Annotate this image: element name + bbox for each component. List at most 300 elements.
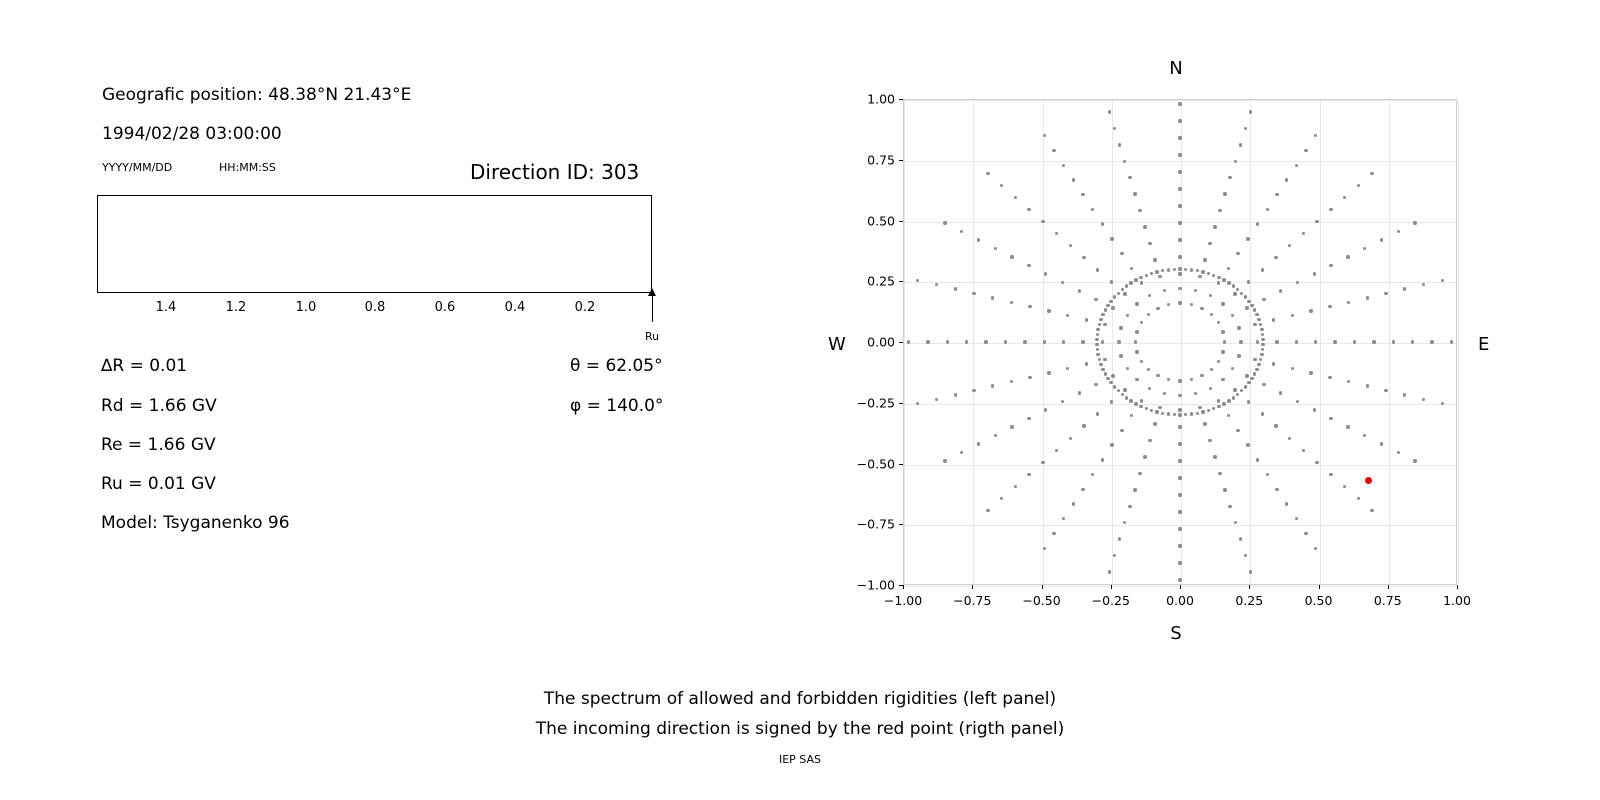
direction-dot	[1203, 258, 1206, 261]
direction-dot	[954, 287, 957, 290]
direction-dot	[1285, 502, 1288, 505]
gridline-vertical	[1458, 100, 1459, 584]
direction-dot	[1253, 372, 1256, 375]
direction-dot	[1239, 143, 1242, 146]
direction-dot	[1178, 408, 1181, 411]
incoming-direction-marker[interactable]	[1365, 477, 1372, 484]
x-tickmark	[1180, 585, 1181, 589]
direction-dot	[1272, 362, 1275, 365]
direction-dot	[1260, 328, 1263, 331]
direction-dot	[1156, 307, 1159, 310]
direction-dot	[1178, 136, 1181, 139]
direction-dot	[1304, 532, 1307, 535]
direction-dot	[1133, 192, 1136, 195]
direction-dot	[1249, 570, 1252, 573]
y-tickmark	[899, 585, 903, 586]
direction-dot	[1028, 376, 1031, 379]
direction-dot	[1285, 178, 1288, 181]
direction-dot	[1178, 204, 1181, 207]
direction-dot	[1138, 209, 1141, 212]
param-phi: φ = 140.0°	[570, 396, 664, 416]
direction-dot	[1178, 267, 1181, 270]
direction-dot	[1232, 396, 1235, 399]
direction-dot	[1178, 442, 1181, 445]
direction-dot	[926, 340, 929, 343]
gridline-horizontal	[904, 404, 1456, 405]
gridline-horizontal	[904, 161, 1456, 162]
direction-dot	[1126, 314, 1129, 317]
direction-dot	[1027, 417, 1030, 420]
direction-dot	[1106, 377, 1109, 380]
gridline-vertical	[1320, 100, 1321, 584]
direction-dot	[1120, 429, 1123, 432]
direction-dot	[1103, 323, 1106, 326]
direction-dot	[1155, 270, 1158, 273]
gridline-vertical	[973, 100, 974, 584]
direction-dot	[1140, 399, 1143, 402]
direction-dot	[1245, 374, 1248, 377]
rigidity-tick: 0.8	[364, 300, 386, 315]
direction-dot	[1125, 396, 1128, 399]
direction-dot	[1380, 238, 1383, 241]
direction-dot	[1209, 387, 1212, 390]
gridline-horizontal	[904, 282, 1456, 283]
direction-dot	[1113, 385, 1116, 388]
direction-dot	[1236, 429, 1239, 432]
direction-dot	[1078, 289, 1081, 292]
direction-dot	[1221, 302, 1224, 305]
direction-dot	[1190, 268, 1193, 271]
direction-dot	[972, 292, 975, 295]
direction-dot	[1221, 330, 1224, 333]
direction-dot	[1104, 308, 1107, 311]
direction-dot	[1082, 424, 1085, 427]
rigidity-tick: 0.4	[504, 300, 526, 315]
credit-label: IEP SAS	[778, 753, 822, 766]
direction-dot	[1253, 323, 1256, 326]
y-tick-label: 1.00	[867, 91, 895, 107]
y-tickmark	[899, 160, 903, 161]
x-tick-label: 0.75	[1373, 593, 1402, 608]
x-tick-label: 0.25	[1235, 593, 1264, 608]
direction-dot	[1010, 425, 1013, 428]
direction-dot	[1218, 472, 1221, 475]
direction-dot	[1257, 318, 1260, 321]
direction-dot	[1140, 281, 1143, 284]
param-model: Model: Tsyganenko 96	[101, 513, 290, 533]
direction-dot	[1346, 425, 1349, 428]
direction-dot	[1069, 437, 1072, 440]
direction-dot	[1099, 318, 1102, 321]
gridline-horizontal	[904, 465, 1456, 466]
direction-dot	[1234, 160, 1237, 163]
sky-direction-panel	[760, 0, 1600, 800]
direction-dot	[1430, 340, 1433, 343]
y-tick-label: 0.50	[867, 213, 895, 228]
direction-dot	[1043, 547, 1046, 550]
direction-dot	[1062, 340, 1065, 343]
direction-dot	[1413, 459, 1416, 462]
direction-dot	[1328, 376, 1331, 379]
direction-dot	[994, 247, 997, 250]
y-tickmark	[899, 524, 903, 525]
y-tick-label: −0.75	[856, 516, 895, 532]
direction-dot	[1101, 222, 1104, 225]
direction-dot	[1178, 153, 1181, 156]
direction-dot	[1227, 399, 1230, 402]
direction-dot	[1078, 391, 1081, 394]
date-format-hint: YYYY/MM/DD	[102, 161, 173, 174]
direction-dot	[1128, 505, 1131, 508]
direction-dot	[984, 340, 987, 343]
direction-dot	[1153, 422, 1156, 425]
rigidity-spectrum-panel	[0, 0, 760, 800]
direction-dot	[1392, 340, 1395, 343]
direction-dot	[1353, 340, 1356, 343]
direction-dot	[1329, 264, 1332, 267]
y-tick-label: −0.25	[856, 395, 895, 411]
direction-dot	[1227, 281, 1230, 284]
direction-dot	[1085, 362, 1088, 365]
y-tick-label: 0.25	[867, 273, 895, 289]
direction-dot	[1313, 408, 1316, 411]
direction-dot	[1178, 272, 1181, 275]
direction-dot	[1099, 363, 1102, 366]
direction-dot	[943, 459, 946, 462]
direction-dot	[1266, 208, 1269, 211]
direction-dot	[1110, 280, 1113, 283]
direction-dot	[977, 442, 980, 445]
direction-dot	[1384, 292, 1387, 295]
direction-dot	[986, 172, 989, 175]
direction-dot	[1221, 350, 1224, 353]
direction-dot	[1441, 279, 1444, 282]
direction-dot	[1422, 398, 1425, 401]
x-tick-label: −1.00	[883, 593, 923, 608]
direction-dot	[1370, 509, 1373, 512]
direction-dot	[1095, 338, 1098, 341]
direction-dot	[1200, 307, 1203, 310]
ru-arrow-icon	[652, 288, 653, 322]
direction-dot	[1178, 102, 1181, 105]
y-tickmark	[899, 281, 903, 282]
direction-dot	[1239, 537, 1242, 540]
direction-dot	[1178, 379, 1181, 382]
direction-dot	[1135, 302, 1138, 305]
direction-dot	[1110, 400, 1113, 403]
x-tickmark	[1388, 585, 1389, 589]
direction-dot	[1167, 268, 1170, 271]
direction-dot	[1261, 338, 1264, 341]
direction-dot	[946, 340, 949, 343]
direction-dot	[1072, 502, 1075, 505]
direction-dot	[1178, 544, 1181, 547]
direction-dot	[1208, 439, 1211, 442]
direction-dot	[1043, 340, 1046, 343]
direction-dot	[1198, 275, 1201, 278]
direction-dot	[1249, 110, 1252, 113]
x-tickmark	[1457, 585, 1458, 589]
datetime-text: 1994/02/28 03:00:00	[102, 124, 282, 144]
geographic-position-text: Geografic position: 48.38°N 21.43°E	[102, 85, 412, 105]
direction-dot	[1158, 275, 1161, 278]
direction-dot	[1274, 424, 1277, 427]
rigidity-tick: 0.2	[574, 300, 596, 315]
direction-dot	[1245, 306, 1248, 309]
direction-dot	[1129, 281, 1132, 284]
direction-dot	[1145, 274, 1148, 277]
direction-dot	[972, 389, 975, 392]
direction-dot	[1010, 255, 1013, 258]
direction-dot	[1119, 354, 1122, 357]
direction-dot	[1117, 340, 1120, 343]
direction-dot	[907, 340, 910, 343]
direction-dot	[1239, 340, 1242, 343]
direction-dot	[1123, 388, 1126, 391]
direction-dot	[1213, 225, 1216, 228]
direction-dot	[1096, 328, 1099, 331]
direction-dot	[1222, 278, 1225, 281]
param-rd: Rd = 1.66 GV	[101, 396, 217, 416]
direction-dot	[935, 398, 938, 401]
direction-dot	[1101, 313, 1104, 316]
x-tick-label: 0.00	[1166, 593, 1194, 608]
direction-dot	[1253, 358, 1256, 361]
direction-dot	[1156, 374, 1159, 377]
x-tickmark	[903, 585, 904, 589]
direction-dot	[1178, 476, 1181, 479]
x-tick-label: −0.75	[953, 593, 992, 608]
y-tickmark	[899, 464, 903, 465]
direction-dot	[1104, 372, 1107, 375]
direction-dot	[1295, 340, 1298, 343]
direction-dot	[1370, 172, 1373, 175]
direction-dot	[1004, 340, 1007, 343]
direction-dot	[1244, 295, 1247, 298]
direction-dot	[1366, 384, 1369, 387]
direction-dot	[1262, 383, 1265, 386]
direction-dot	[1257, 363, 1260, 366]
direction-dot	[1250, 304, 1253, 307]
param-ru: Ru = 0.01 GV	[101, 474, 216, 494]
direction-dot	[1023, 340, 1026, 343]
direction-dot	[1178, 459, 1181, 462]
direction-dot	[1094, 298, 1097, 301]
x-tick-label: 1.00	[1443, 593, 1471, 608]
direction-dot	[1217, 276, 1220, 279]
direction-dot	[1139, 276, 1142, 279]
y-tickmark	[899, 221, 903, 222]
direction-dot	[1261, 412, 1264, 415]
direction-dot	[1101, 368, 1104, 371]
direction-dot	[1138, 472, 1141, 475]
direction-dot	[1094, 383, 1097, 386]
direction-dot	[1123, 292, 1126, 295]
direction-dot	[1178, 221, 1181, 224]
rigidity-tick: 0.6	[434, 300, 456, 315]
direction-dot	[1178, 578, 1181, 581]
direction-dot	[1256, 458, 1259, 461]
direction-dot	[1275, 193, 1278, 196]
direction-dot	[1233, 388, 1236, 391]
x-tickmark	[1319, 585, 1320, 589]
direction-dot	[943, 221, 946, 224]
direction-dot	[1372, 340, 1375, 343]
direction-dot	[1304, 149, 1307, 152]
direction-dot	[1357, 497, 1360, 500]
direction-dot	[1155, 410, 1158, 413]
direction-dot	[1178, 527, 1181, 530]
direction-dot	[1103, 358, 1106, 361]
direction-dot	[1208, 242, 1211, 245]
direction-dot	[1228, 505, 1231, 508]
direction-dot	[1178, 238, 1181, 241]
direction-dot	[1120, 252, 1123, 255]
direction-dot	[977, 238, 980, 241]
direction-dot	[1134, 278, 1137, 281]
direction-dot	[1101, 340, 1104, 343]
gridline-vertical	[1250, 100, 1251, 584]
direction-dot	[1178, 394, 1181, 397]
direction-dot	[1081, 488, 1084, 491]
rigidity-tick: 1.2	[225, 300, 247, 315]
direction-dot	[1201, 270, 1204, 273]
direction-dot	[1380, 442, 1383, 445]
direction-dot	[1085, 318, 1088, 321]
direction-dot	[1309, 371, 1312, 374]
direction-dot	[1196, 412, 1199, 415]
direction-dot	[1275, 488, 1278, 491]
direction-dot	[1255, 368, 1258, 371]
x-tick-label: −0.50	[1022, 593, 1061, 608]
direction-dot	[1261, 268, 1264, 271]
direction-dot	[1095, 343, 1098, 346]
rigidity-tick: 1.4	[155, 300, 177, 315]
direction-dot	[1098, 323, 1101, 326]
caption-line-1: The spectrum of allowed and forbidden rigidities (left panel)	[543, 689, 1057, 709]
direction-dot	[954, 393, 957, 396]
direction-dot	[1148, 439, 1151, 442]
direction-dot	[1178, 425, 1181, 428]
y-tick-label: 0.75	[867, 152, 895, 168]
direction-dot	[1384, 389, 1387, 392]
y-tick-label: −0.50	[856, 456, 895, 471]
direction-dot	[1109, 300, 1112, 303]
direction-dot	[1148, 242, 1151, 245]
direction-dot	[1135, 330, 1138, 333]
direction-dot	[1129, 399, 1132, 402]
rigidity-spectrum-plot-area	[97, 195, 652, 293]
direction-dot	[1218, 209, 1221, 212]
direction-dot	[1233, 292, 1236, 295]
x-tickmark	[972, 585, 973, 589]
direction-dot	[1044, 272, 1047, 275]
direction-dot	[1096, 268, 1099, 271]
direction-dot	[1329, 473, 1332, 476]
direction-dot	[1052, 149, 1055, 152]
direction-dot	[1246, 237, 1249, 240]
direction-dot	[1163, 289, 1166, 292]
direction-dot	[1113, 295, 1116, 298]
direction-dot	[1223, 192, 1226, 195]
direction-dot	[1450, 340, 1453, 343]
direction-dot	[1413, 221, 1416, 224]
compass-west-label: W	[828, 334, 846, 355]
direction-dot	[1133, 488, 1136, 491]
direction-dot	[1250, 377, 1253, 380]
direction-dot	[1111, 306, 1114, 309]
y-tick-label: 0.00	[867, 334, 895, 350]
direction-dot	[1111, 374, 1114, 377]
direction-dot	[1178, 187, 1181, 190]
direction-dot	[1260, 353, 1263, 356]
direction-dot	[1135, 350, 1138, 353]
direction-dot	[1295, 164, 1298, 167]
direction-dot	[1244, 385, 1247, 388]
direction-dot	[1128, 176, 1131, 179]
direction-dot	[1134, 402, 1137, 405]
direction-dot	[1178, 561, 1181, 564]
compass-south-label: S	[1170, 623, 1182, 644]
direction-dot	[1256, 340, 1259, 343]
param-delta-r: ∆R = 0.01	[101, 356, 188, 376]
direction-dot	[1315, 461, 1318, 464]
gridline-vertical	[904, 100, 905, 584]
x-tickmark	[1249, 585, 1250, 589]
direction-dot	[1139, 405, 1142, 408]
x-tick-label: −0.25	[1091, 593, 1130, 608]
param-re: Re = 1.66 GV	[101, 435, 216, 455]
compass-east-label: E	[1478, 334, 1490, 355]
direction-dot	[1246, 443, 1249, 446]
direction-dot	[1247, 400, 1250, 403]
direction-dot	[1143, 225, 1146, 228]
direction-dot	[1072, 178, 1075, 181]
direction-dot	[1247, 280, 1250, 283]
direction-dot	[1203, 422, 1206, 425]
direction-dot	[1178, 287, 1181, 290]
direction-dot	[1213, 455, 1216, 458]
direction-dot	[1178, 255, 1181, 258]
direction-dot	[1309, 309, 1312, 312]
direction-dot	[1222, 402, 1225, 405]
direction-dot	[1125, 284, 1128, 287]
direction-dot	[1027, 473, 1030, 476]
direction-dot	[1178, 170, 1181, 173]
direction-dot	[1178, 301, 1181, 304]
figure-caption	[0, 684, 1600, 744]
direction-dot	[1041, 461, 1044, 464]
x-tickmark	[1042, 585, 1043, 589]
direction-dot	[1143, 455, 1146, 458]
direction-dot	[1329, 417, 1332, 420]
direction-dot	[1201, 410, 1204, 413]
direction-dot	[1178, 510, 1181, 513]
gridline-horizontal	[904, 525, 1456, 526]
y-tickmark	[899, 342, 903, 343]
direction-dot	[1262, 298, 1265, 301]
direction-dot	[1173, 268, 1176, 271]
direction-dot	[1117, 292, 1120, 295]
direction-dot	[1256, 222, 1259, 225]
direction-dot	[1333, 340, 1336, 343]
gridline-vertical	[1389, 100, 1390, 584]
direction-dot	[1329, 208, 1332, 211]
direction-dot	[1397, 230, 1400, 233]
direction-dot	[1272, 318, 1275, 321]
ru-axis-label: Ru	[644, 330, 660, 343]
direction-dot	[1110, 443, 1113, 446]
